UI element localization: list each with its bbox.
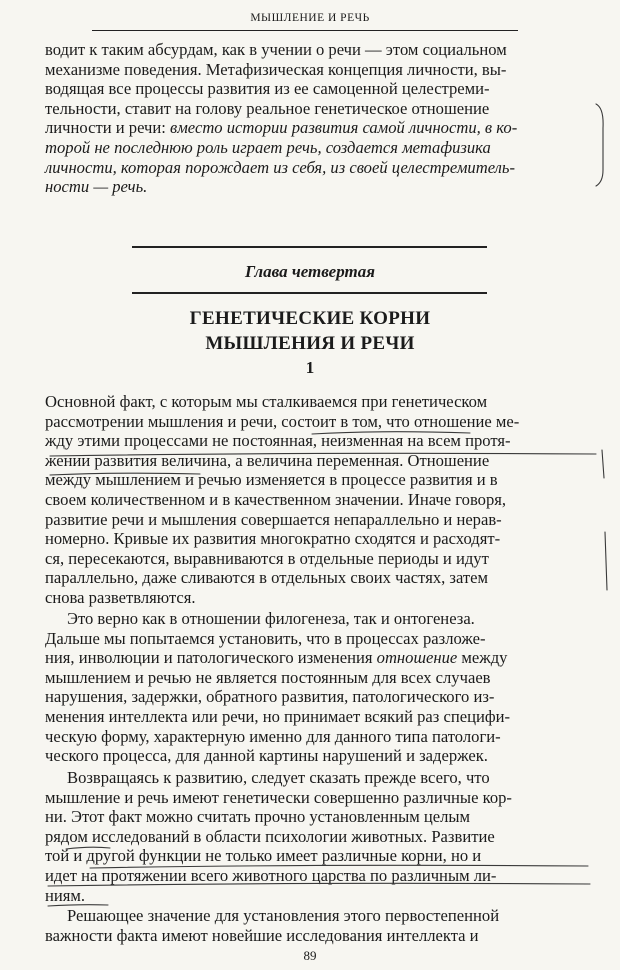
text-line: мышление и речь имеют генетически совершенно различные кор- xyxy=(45,787,512,807)
text-line: ниям. xyxy=(45,885,86,905)
text-line: Основной факт, с которым мы сталкиваемся при генетическом xyxy=(45,392,488,411)
text-line: своем количественном и в качественном значении. Иначе говоря, xyxy=(45,489,507,509)
text-span: ния, инволюции и патологического изменения xyxy=(45,648,377,668)
text-span: личности и речи: xyxy=(45,118,171,138)
text-line: мышлением и речью не является постоянным для всех случаев xyxy=(45,667,491,687)
chapter-rule-bottom xyxy=(132,292,487,294)
italic-line: ности — речь. xyxy=(45,177,148,197)
header-rule xyxy=(92,30,518,31)
text-line: ни. Этот факт можно считать прочно установленным целым xyxy=(45,807,471,827)
text-line: водящая все процессы развития из ее самоценной целестреми- xyxy=(45,79,490,99)
text-line: параллельно, даже сливаются в отдельных своих частях, затем xyxy=(45,568,489,588)
paragraph-2 xyxy=(45,609,593,766)
text-line: той и другой функции не только имеет различные корни, но и xyxy=(45,846,482,866)
text-line: жении развития величина, а величина переменная. Отношение xyxy=(45,450,490,470)
text-line: важности факта имеют новейшие исследования интеллекта и xyxy=(45,925,479,945)
text-line: ся, пересекаются, выравниваются в отдельные периоды и идут xyxy=(45,548,489,568)
section-number: 1 xyxy=(305,358,315,377)
page-number: 89 xyxy=(303,948,317,963)
paragraph-1 xyxy=(45,392,593,608)
text-span: между xyxy=(457,648,508,668)
italic-line: личности, которая порождает из себя, из своей целестремитель- xyxy=(45,157,515,177)
text-line: рядом исследований в области психологии животных. Развитие xyxy=(45,826,495,846)
chapter-rule-top xyxy=(132,246,487,248)
paragraph-3 xyxy=(45,768,593,905)
italic-text: отношение xyxy=(376,648,458,668)
chapter-title-line: МЫШЛЕНИЯ И РЕЧИ xyxy=(205,333,415,354)
italic-line: торой не последнюю роль играет речь, создается метафизика xyxy=(45,137,491,157)
text-line: развитие речи и мышления совершается непараллельно и нерав- xyxy=(45,509,502,529)
text-line: Возвращаясь к развитию, следует сказать прежде всего, что xyxy=(67,768,490,787)
text-line xyxy=(45,648,593,668)
chapter-title xyxy=(0,306,620,356)
chapter-title-line: ГЕНЕТИЧЕСКИЕ КОРНИ xyxy=(189,308,431,329)
running-head: МЫШЛЕНИЕ И РЕЧЬ xyxy=(250,12,370,24)
text-line: снова разветвляются. xyxy=(45,587,196,607)
text-line xyxy=(45,118,593,138)
margin-bar-mark xyxy=(602,450,604,478)
text-line: между мышлением и речью изменяется в процессе развития и в xyxy=(45,470,498,490)
text-line: рассмотрении мышления и речи, состоит в том, что отношение ме- xyxy=(45,411,520,431)
paragraph-4 xyxy=(45,906,593,945)
text-line: Это верно как в отношении филогенеза, так и онтогенеза. xyxy=(67,609,475,628)
text-line: механизме поведения. Метафизическая концепция личности, вы- xyxy=(45,59,507,79)
chapter-label: Глава четвертая xyxy=(245,262,375,281)
margin-bar-mark xyxy=(605,532,607,590)
text-line: Дальше мы попытаемся установить, что в процессах разложе- xyxy=(45,628,486,648)
text-line: Решающее значение для установления этого первостепенной xyxy=(67,906,500,925)
text-line: номерно. Кривые их развития многократно сходятся и расходят- xyxy=(45,529,501,549)
text-line: идет на протяжении всего животного царства по различным ли- xyxy=(45,865,497,885)
text-line: тельности, ставит на голову реальное генетическое отношение xyxy=(45,98,490,118)
text-line: жду этими процессами не постоянная, неизменная на всем протя- xyxy=(45,431,511,451)
text-line: водит к таким абсурдам, как в учении о речи — этом социальном xyxy=(45,40,507,59)
text-line: нарушения, задержки, обратного развития, патологического из- xyxy=(45,687,495,707)
margin-bracket-mark xyxy=(596,104,603,186)
italic-text: вместо истории развития самой личности, в ко- xyxy=(170,118,518,138)
intro-paragraph xyxy=(45,40,593,197)
text-line: менения интеллекта или речи, но принимает всякий раз специфи- xyxy=(45,706,510,726)
text-line: ческую форму, характерную именно для данного типа патологи- xyxy=(45,726,501,746)
text-line: ческого процесса, для данной картины нарушений и задержек. xyxy=(45,746,488,766)
